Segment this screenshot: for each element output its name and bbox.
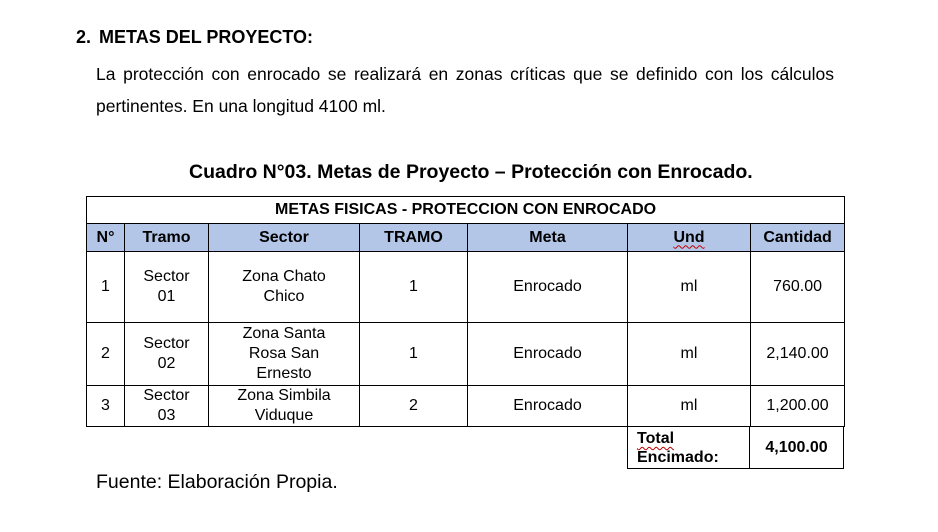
cell-tramo: [125, 386, 209, 427]
cell-tramo-line: 03: [157, 407, 176, 424]
cell-tramo-line: Sector: [143, 268, 190, 285]
cell-sector-line: Rosa San: [248, 345, 320, 362]
header-und-text: Und: [673, 228, 705, 246]
cell-tramo-line: 01: [157, 288, 176, 305]
table-title-row: [87, 197, 845, 224]
section-paragraph: La protección con enrocado se realizará en zonas críticas que se definido con los cálculos pertinentes. En una longitud 4100 ml.: [96, 64, 834, 116]
cell-tramo-number: 1: [360, 252, 468, 323]
cell-tramo: [125, 252, 209, 323]
table-row: [87, 386, 845, 427]
cell-sector-line: Ernesto: [256, 365, 312, 382]
cell-tramo-line: Sector: [143, 387, 190, 404]
cell-sector-line: Zona Santa: [242, 325, 326, 342]
table-header-row: [87, 224, 845, 252]
section-heading: [76, 27, 313, 48]
table-title: METAS FISICAS - PROTECCION CON ENROCADO: [87, 197, 845, 224]
section-number: 2.: [76, 27, 92, 47]
cell-cantidad: 2,140.00: [751, 323, 845, 386]
header-meta: Meta: [468, 224, 628, 252]
cell-meta: Enrocado: [468, 386, 628, 427]
cell-sector: [209, 252, 360, 323]
cell-und: ml: [628, 323, 751, 386]
cell-meta: Enrocado: [468, 323, 628, 386]
section-title: METAS DEL PROYECTO:: [99, 27, 314, 47]
header-tramo: Tramo: [125, 224, 209, 252]
header-und: [628, 224, 751, 252]
cell-n: 3: [87, 386, 125, 427]
cell-cantidad: 1,200.00: [751, 386, 845, 427]
cell-und: ml: [628, 252, 751, 323]
cell-tramo-number: 2: [360, 386, 468, 427]
cell-tramo: [125, 323, 209, 386]
total-label: [627, 427, 750, 469]
cell-sector-line: Zona Simbila: [237, 387, 331, 404]
source-note: Fuente: Elaboración Propia.: [96, 471, 338, 493]
header-sector: Sector: [209, 224, 360, 252]
cell-cantidad: 760.00: [751, 252, 845, 323]
cell-sector: [209, 323, 360, 386]
cell-und: ml: [628, 386, 751, 427]
cell-sector: [209, 386, 360, 427]
header-cantidad: Cantidad: [751, 224, 845, 252]
cell-n: 1: [87, 252, 125, 323]
total-label-word: Total: [637, 430, 675, 447]
cell-sector-line: Zona Chato: [242, 268, 326, 285]
cell-tramo-line: Sector: [143, 335, 190, 352]
total-label-word: Encimado:: [637, 449, 719, 466]
table-row: [87, 252, 845, 323]
header-tramo-number: TRAMO: [360, 224, 468, 252]
cell-n: 2: [87, 323, 125, 386]
cell-tramo-number: 1: [360, 323, 468, 386]
header-n: N°: [87, 224, 125, 252]
cell-tramo-line: 02: [157, 355, 176, 372]
table-caption: Cuadro N°03. Metas de Proyecto – Protección con Enrocado.: [189, 161, 753, 183]
total-value: 4,100.00: [750, 427, 844, 469]
goals-table: [86, 196, 845, 427]
cell-sector-line: Viduque: [254, 407, 314, 424]
cell-sector-line: Chico: [263, 288, 305, 305]
cell-meta: Enrocado: [468, 252, 628, 323]
table-row: [87, 323, 845, 386]
